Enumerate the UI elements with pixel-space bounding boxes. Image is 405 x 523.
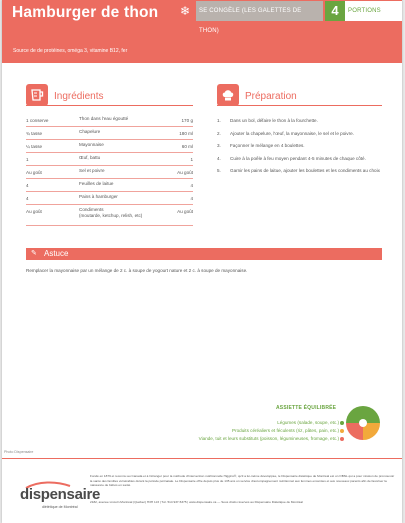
- footer-address: 2182, avenue Lincoln Montréal (Québec) H3H 1J3 | Tél. 514 937-5375 | www.dispensaire.ca — Sous droits réservés au Dispensaire Diététique de Montréal: [90, 500, 303, 504]
- step-number: 2.: [217, 130, 221, 136]
- step-text: Cuire à la poêle à feu moyen pendant 4-5 minutes de chaque côté.: [230, 155, 366, 161]
- lightbulb-icon: ✎: [31, 250, 37, 257]
- ingredient-name-detail: (moutarde, ketchup, relish, etc): [79, 213, 143, 218]
- dispensaire-logo: dispensaire: [20, 486, 101, 503]
- ingredient-metric: Au goût: [177, 209, 193, 214]
- ingredient-metric: 170 g: [181, 118, 193, 123]
- orange-dot-icon: [340, 429, 344, 433]
- ingredient-name: Chapelure: [79, 129, 101, 134]
- portions-badge: [325, 1, 402, 21]
- recipe-title: Hamburger de thon: [12, 4, 159, 21]
- step-number: 5.: [217, 168, 221, 173]
- freeze-label: SE CONGÈLE (LES GALETTES DE THON): [196, 1, 323, 21]
- ingredient-qty: Au goût: [26, 209, 42, 214]
- ingredient-name: Pains à hamburger: [79, 194, 118, 199]
- preparation-title: Préparation: [245, 91, 297, 102]
- step-item: [217, 156, 387, 163]
- ingredient-name: Feuilles de laitue: [79, 181, 114, 186]
- ingredient-qty: 1 conserve: [26, 118, 49, 123]
- ingredient-qty: 1: [26, 157, 29, 162]
- recipe-page: [2, 0, 402, 523]
- ingredient-metric: 60 ml: [181, 144, 193, 149]
- ingredient-qty: ¼ tasse: [26, 144, 43, 149]
- step-number: 1.: [217, 118, 221, 123]
- ingredient-row: [26, 179, 193, 192]
- ingredient-metric: 180 ml: [179, 131, 193, 136]
- logo-subtitle: diététique de Montréal: [42, 505, 78, 509]
- ingredient-metric: Au goût: [177, 170, 193, 175]
- ingredient-qty: 4: [26, 196, 29, 201]
- step-text: Garnir les pains de laitue, ajouter les boulettes et les condiments au choix: [230, 168, 380, 173]
- ingredient-row: [26, 153, 193, 166]
- step-item: [217, 118, 387, 125]
- plate-legend-proteins: [199, 436, 339, 441]
- ingredient-row: [26, 114, 193, 127]
- step-text: Dans un bol, défaire le thon à la fourchette.: [230, 118, 318, 123]
- measuring-cup-icon: [26, 84, 48, 106]
- ingredient-row: [26, 127, 193, 140]
- ingredient-name: Mayonnaise: [79, 142, 104, 147]
- ingredients-title: Ingrédients: [54, 91, 104, 102]
- step-text: Façonner le mélange en 4 boulettes.: [230, 143, 305, 148]
- ingredients-table: [26, 114, 193, 226]
- plate-legend-text: Légumes (salade, soupe, etc.): [277, 420, 339, 425]
- snowflake-icon: ❄: [179, 4, 191, 18]
- ingredient-row: [26, 140, 193, 153]
- ingredient-row: [26, 205, 193, 226]
- ingredient-name: Œuf, battu: [79, 155, 101, 160]
- ingredient-metric: 1: [190, 157, 193, 162]
- ingredient-qty: 4: [26, 183, 29, 188]
- tip-text: Remplacer la mayonnaise par un mélange de 2 c. à soupe de yogourt nature et 2 c. à soupe de mayonnaise.: [26, 268, 248, 273]
- ingredient-row: [26, 192, 193, 205]
- step-number: 3.: [217, 143, 221, 148]
- ingredient-qty: ¾ tasse: [26, 131, 43, 136]
- balanced-plate-icon: [345, 405, 381, 441]
- preparation-divider: [217, 105, 382, 106]
- tip-title: Astuce: [44, 249, 69, 258]
- step-item: [217, 131, 387, 138]
- ingredient-name-main: Condiments: [79, 207, 104, 212]
- step-text: Ajouter la chapelure, l'œuf, la mayonnaise, le sel et le poivre.: [230, 130, 354, 136]
- plate-legend-text: Viande, tuit et leurs substituts (poisson, légumineuses, fromage, etc.): [198, 436, 339, 441]
- preparation-steps: [217, 118, 387, 181]
- ingredient-name: Sel et poivre: [79, 168, 105, 173]
- ingredient-metric: 4: [190, 196, 193, 201]
- portions-label: PORTIONS: [348, 8, 381, 14]
- tip-banner: [26, 248, 382, 260]
- ingredient-name: [79, 207, 169, 219]
- ingredient-name: Thon dans l'eau égoutté: [79, 116, 129, 121]
- green-dot-icon: [340, 421, 344, 425]
- header-banner: [2, 0, 402, 63]
- recipe-subtitle: Source de de protéines, oméga 3, vitamine B12, fer: [13, 48, 128, 54]
- step-item: [217, 143, 387, 150]
- ingredients-divider: [26, 105, 193, 106]
- footer-divider: [2, 458, 402, 459]
- portions-count: 4: [325, 1, 345, 21]
- ingredient-qty: Au goût: [26, 170, 42, 175]
- chef-hat-icon: [217, 84, 239, 106]
- step-item: [217, 168, 387, 175]
- plate-title: ASSIETTE ÉQUILIBRÉE: [276, 405, 337, 411]
- plate-legend-vegetables: [277, 420, 339, 425]
- footer-about-text: Fondé en 1879 et reconnu au Canada et à l'étranger pour la méthode d'intervention nutritionnelle Higgins®, qu'il a lui-même développée, le Dispensaire diététique de Montréal est un OBNL qui a pour mission de promouvoir la santé des familles vulnérables durant la période périnatale. Le Dispensaire offre depuis plus de 135 ans un service d'accompagnement nutritionnel aux femmes enceintes et aux nouveaux parents afin de favoriser la naissance de bébés en santé.: [90, 474, 395, 488]
- ingredient-row: [26, 166, 193, 179]
- ingredient-metric: 4: [190, 183, 193, 188]
- step-number: 4.: [217, 155, 221, 161]
- red-dot-icon: [340, 437, 344, 441]
- photo-credit: Photo Dispensaire: [4, 450, 34, 454]
- plate-legend-text: Produits céréaliers et féculents (riz, pâtes, pain, etc.): [232, 428, 339, 433]
- plate-legend-grains: [232, 428, 339, 433]
